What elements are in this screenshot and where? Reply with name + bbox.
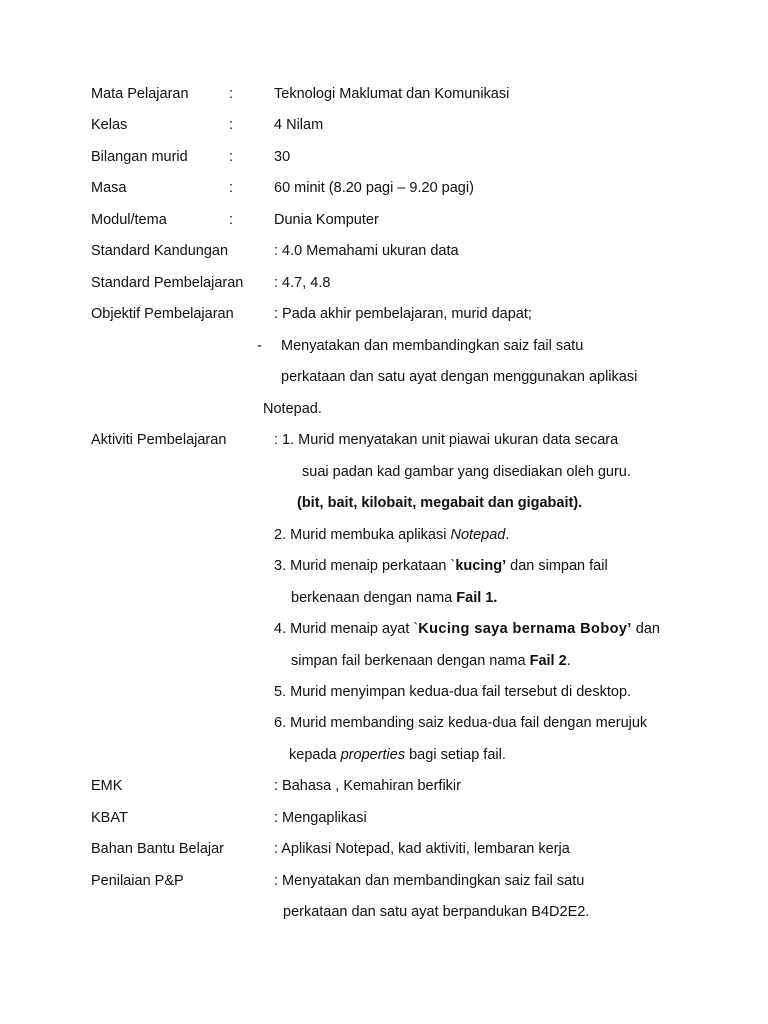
field-label-activities: Aktiviti Pembelajaran bbox=[91, 432, 227, 448]
field-label-teaching-aids: Bahan Bantu Belajar bbox=[91, 841, 225, 857]
field-value-class: 4 Nilam bbox=[274, 117, 324, 133]
field-label-assessment: Penilaian P&P bbox=[91, 873, 184, 889]
field-label-emk: EMK bbox=[91, 778, 123, 794]
field-label-objective: Objektif Pembelajaran bbox=[91, 306, 234, 322]
activity-item-1-units: (bit, bait, kilobait, megabait dan gigabait). bbox=[297, 495, 583, 511]
objective-bullet-dash: - bbox=[257, 338, 262, 354]
field-value-assessment: : Menyatakan dan membandingkan saiz fail satu bbox=[274, 873, 585, 889]
field-value-emk: : Bahasa , Kemahiran berfikir bbox=[274, 778, 461, 794]
field-value-time: 60 minit (8.20 pagi – 9.20 pagi) bbox=[274, 180, 474, 196]
activity-item-3-cont: berkenaan dengan nama Fail 1. bbox=[291, 590, 498, 606]
objective-bullet-line: Notepad. bbox=[263, 401, 322, 417]
field-label-learning-standard: Standard Pembelajaran bbox=[91, 275, 244, 291]
activity-item-4: 4. Murid menaip ayat `Kucing saya bernama Boboy’ dan bbox=[274, 621, 660, 637]
activity-item-3: 3. Murid menaip perkataan `kucing’ dan simpan fail bbox=[274, 558, 608, 574]
objective-bullet-line: Menyatakan dan membandingkan saiz fail satu bbox=[281, 338, 584, 354]
activity-item-4-cont: simpan fail berkenaan dengan nama Fail 2. bbox=[291, 653, 571, 669]
field-value-student-count: 30 bbox=[274, 149, 291, 165]
activity-item-5: 5. Murid menyimpan kedua-dua fail tersebut di desktop. bbox=[274, 684, 632, 700]
field-value-module: Dunia Komputer bbox=[274, 212, 379, 228]
field-colon: : bbox=[229, 86, 234, 102]
field-value-kbat: : Mengaplikasi bbox=[274, 810, 367, 826]
field-value-subject: Teknologi Maklumat dan Komunikasi bbox=[274, 86, 510, 102]
field-label-student-count: Bilangan murid bbox=[91, 149, 188, 165]
field-label-module: Modul/tema bbox=[91, 212, 167, 228]
field-colon: : bbox=[229, 212, 234, 228]
activity-item-6-cont: kepada properties bagi setiap fail. bbox=[289, 747, 506, 763]
field-value-content-standard: : 4.0 Memahami ukuran data bbox=[274, 243, 459, 259]
field-colon: : bbox=[229, 117, 234, 133]
field-label-time: Masa bbox=[91, 180, 127, 196]
field-value-objective: : Pada akhir pembelajaran, murid dapat; bbox=[274, 306, 532, 322]
objective-bullet-line: perkataan dan satu ayat dengan menggunakan aplikasi bbox=[281, 369, 638, 385]
field-value-assessment-cont: perkataan dan satu ayat berpandukan B4D2E2. bbox=[283, 904, 590, 920]
field-label-class: Kelas bbox=[91, 117, 128, 133]
field-label-content-standard: Standard Kandungan bbox=[91, 243, 229, 259]
field-colon: : bbox=[229, 149, 234, 165]
activity-item-1: : 1. Murid menyatakan unit piawai ukuran data secara bbox=[274, 432, 619, 448]
field-value-learning-standard: : 4.7, 4.8 bbox=[274, 275, 331, 291]
activity-item-1-cont: suai padan kad gambar yang disediakan oleh guru. bbox=[302, 464, 631, 480]
field-label-kbat: KBAT bbox=[91, 810, 128, 826]
field-label-subject: Mata Pelajaran bbox=[91, 86, 189, 102]
field-colon: : bbox=[229, 180, 234, 196]
field-value-teaching-aids: : Aplikasi Notepad, kad aktiviti, lembaran kerja bbox=[274, 841, 570, 857]
activity-item-2: 2. Murid membuka aplikasi Notepad. bbox=[274, 527, 510, 543]
activity-item-6: 6. Murid membanding saiz kedua-dua fail dengan merujuk bbox=[274, 715, 648, 731]
